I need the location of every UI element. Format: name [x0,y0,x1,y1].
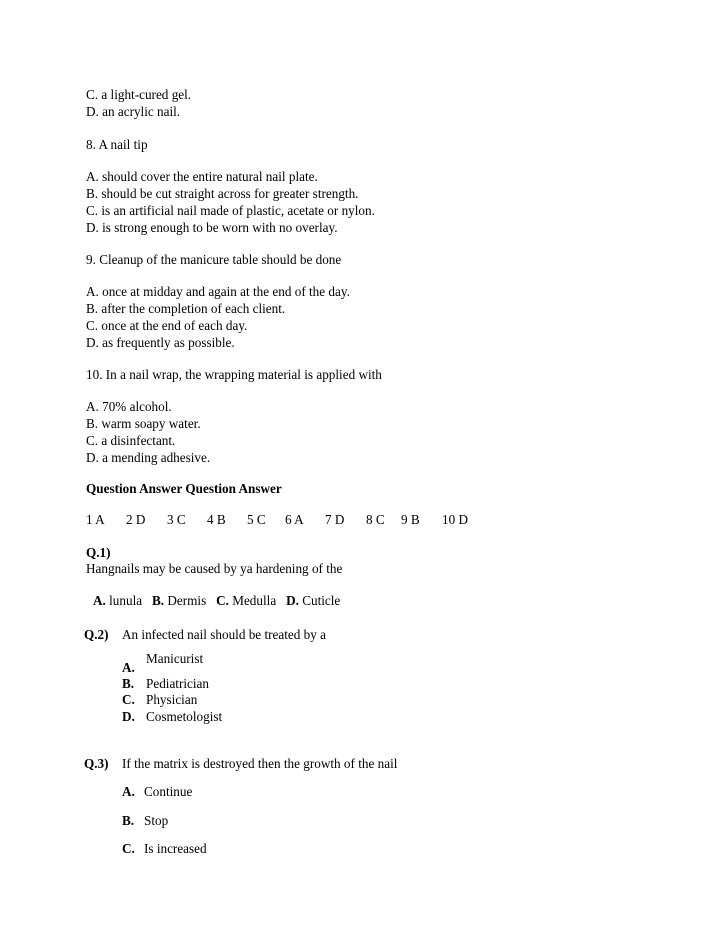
q1-label: Q.1) [86,545,111,560]
option-line: A. once at midday and again at the end of the day. [86,284,350,299]
answer-item: 9 B [401,512,420,527]
q1-options [93,593,340,609]
option-line: D. is strong enough to be worn with no overlay. [86,220,338,235]
q2-option-letter: B. [122,676,135,691]
q3-option-text: Is increased [144,841,207,856]
answer-item: 1 A [86,512,105,527]
q3-option-letter: C. [122,841,135,856]
q3-option-text: Continue [144,784,193,799]
question-10: 10. In a nail wrap, the wrapping material is applied with [86,367,382,382]
answer-item: 10 D [442,512,469,527]
q1-option-letter: D. [286,593,299,608]
q2-option-letter: A. [122,660,135,675]
option-line: D. as frequently as possible. [86,335,235,350]
q3-label: Q.3) [84,756,109,771]
q2-label: Q.2) [84,627,109,642]
q3-option-text: Stop [144,813,169,828]
answer-item: 2 D [126,512,146,527]
option-line: A. should cover the entire natural nail plate. [86,169,318,184]
answer-item: 5 C [247,512,266,527]
q2-option-text: Physician [146,692,198,707]
q1-option-letter: C. [216,593,229,608]
question-8: 8. A nail tip [86,137,148,152]
q1-option-letter: B. [151,593,165,608]
q3-text: If the matrix is destroyed then the growth of the nail [122,756,398,771]
option-line: C. once at the end of each day. [86,318,248,333]
option-line: C. a light-cured gel. [86,87,192,102]
answer-item: 8 C [366,512,385,527]
q1-option-text: lunula [109,593,143,608]
answer-item: 7 D [325,512,345,527]
option-line: D. a mending adhesive. [86,450,211,465]
option-line: D. an acrylic nail. [86,104,181,119]
option-line: C. a disinfectant. [86,433,176,448]
q1-option-letter: A. [93,593,106,608]
q2-option-text: Manicurist [146,651,204,666]
q2-text: An infected nail should be treated by a [122,627,326,642]
question-9: 9. Cleanup of the manicure table should be done [86,252,342,267]
q1-option-text: Medulla [232,593,277,608]
option-line: B. should be cut straight across for greater strength. [86,186,359,201]
option-line: C. is an artificial nail made of plastic, acetate or nylon. [86,203,375,218]
answer-item: 3 C [167,512,186,527]
q3-option-letter: B. [122,813,135,828]
q3-option-letter: A. [122,784,135,799]
answer-item: 6 A [285,512,304,527]
q1-text: Hangnails may be caused by ya hardening of the [86,561,343,576]
q2-option-text: Pediatrician [146,676,209,691]
q2-option-letter: C. [122,692,135,707]
option-line: A. 70% alcohol. [86,399,172,414]
q2-option-letter: D. [122,709,135,724]
answer-item: 4 B [207,512,226,527]
option-line: B. warm soapy water. [86,416,201,431]
q2-option-text: Cosmetologist [146,709,223,724]
answer-key-header: Question Answer Question Answer [86,481,282,496]
q1-option-text: Cuticle [302,593,341,608]
q1-option-text: Dermis [167,593,207,608]
option-line: B. after the completion of each client. [86,301,286,316]
